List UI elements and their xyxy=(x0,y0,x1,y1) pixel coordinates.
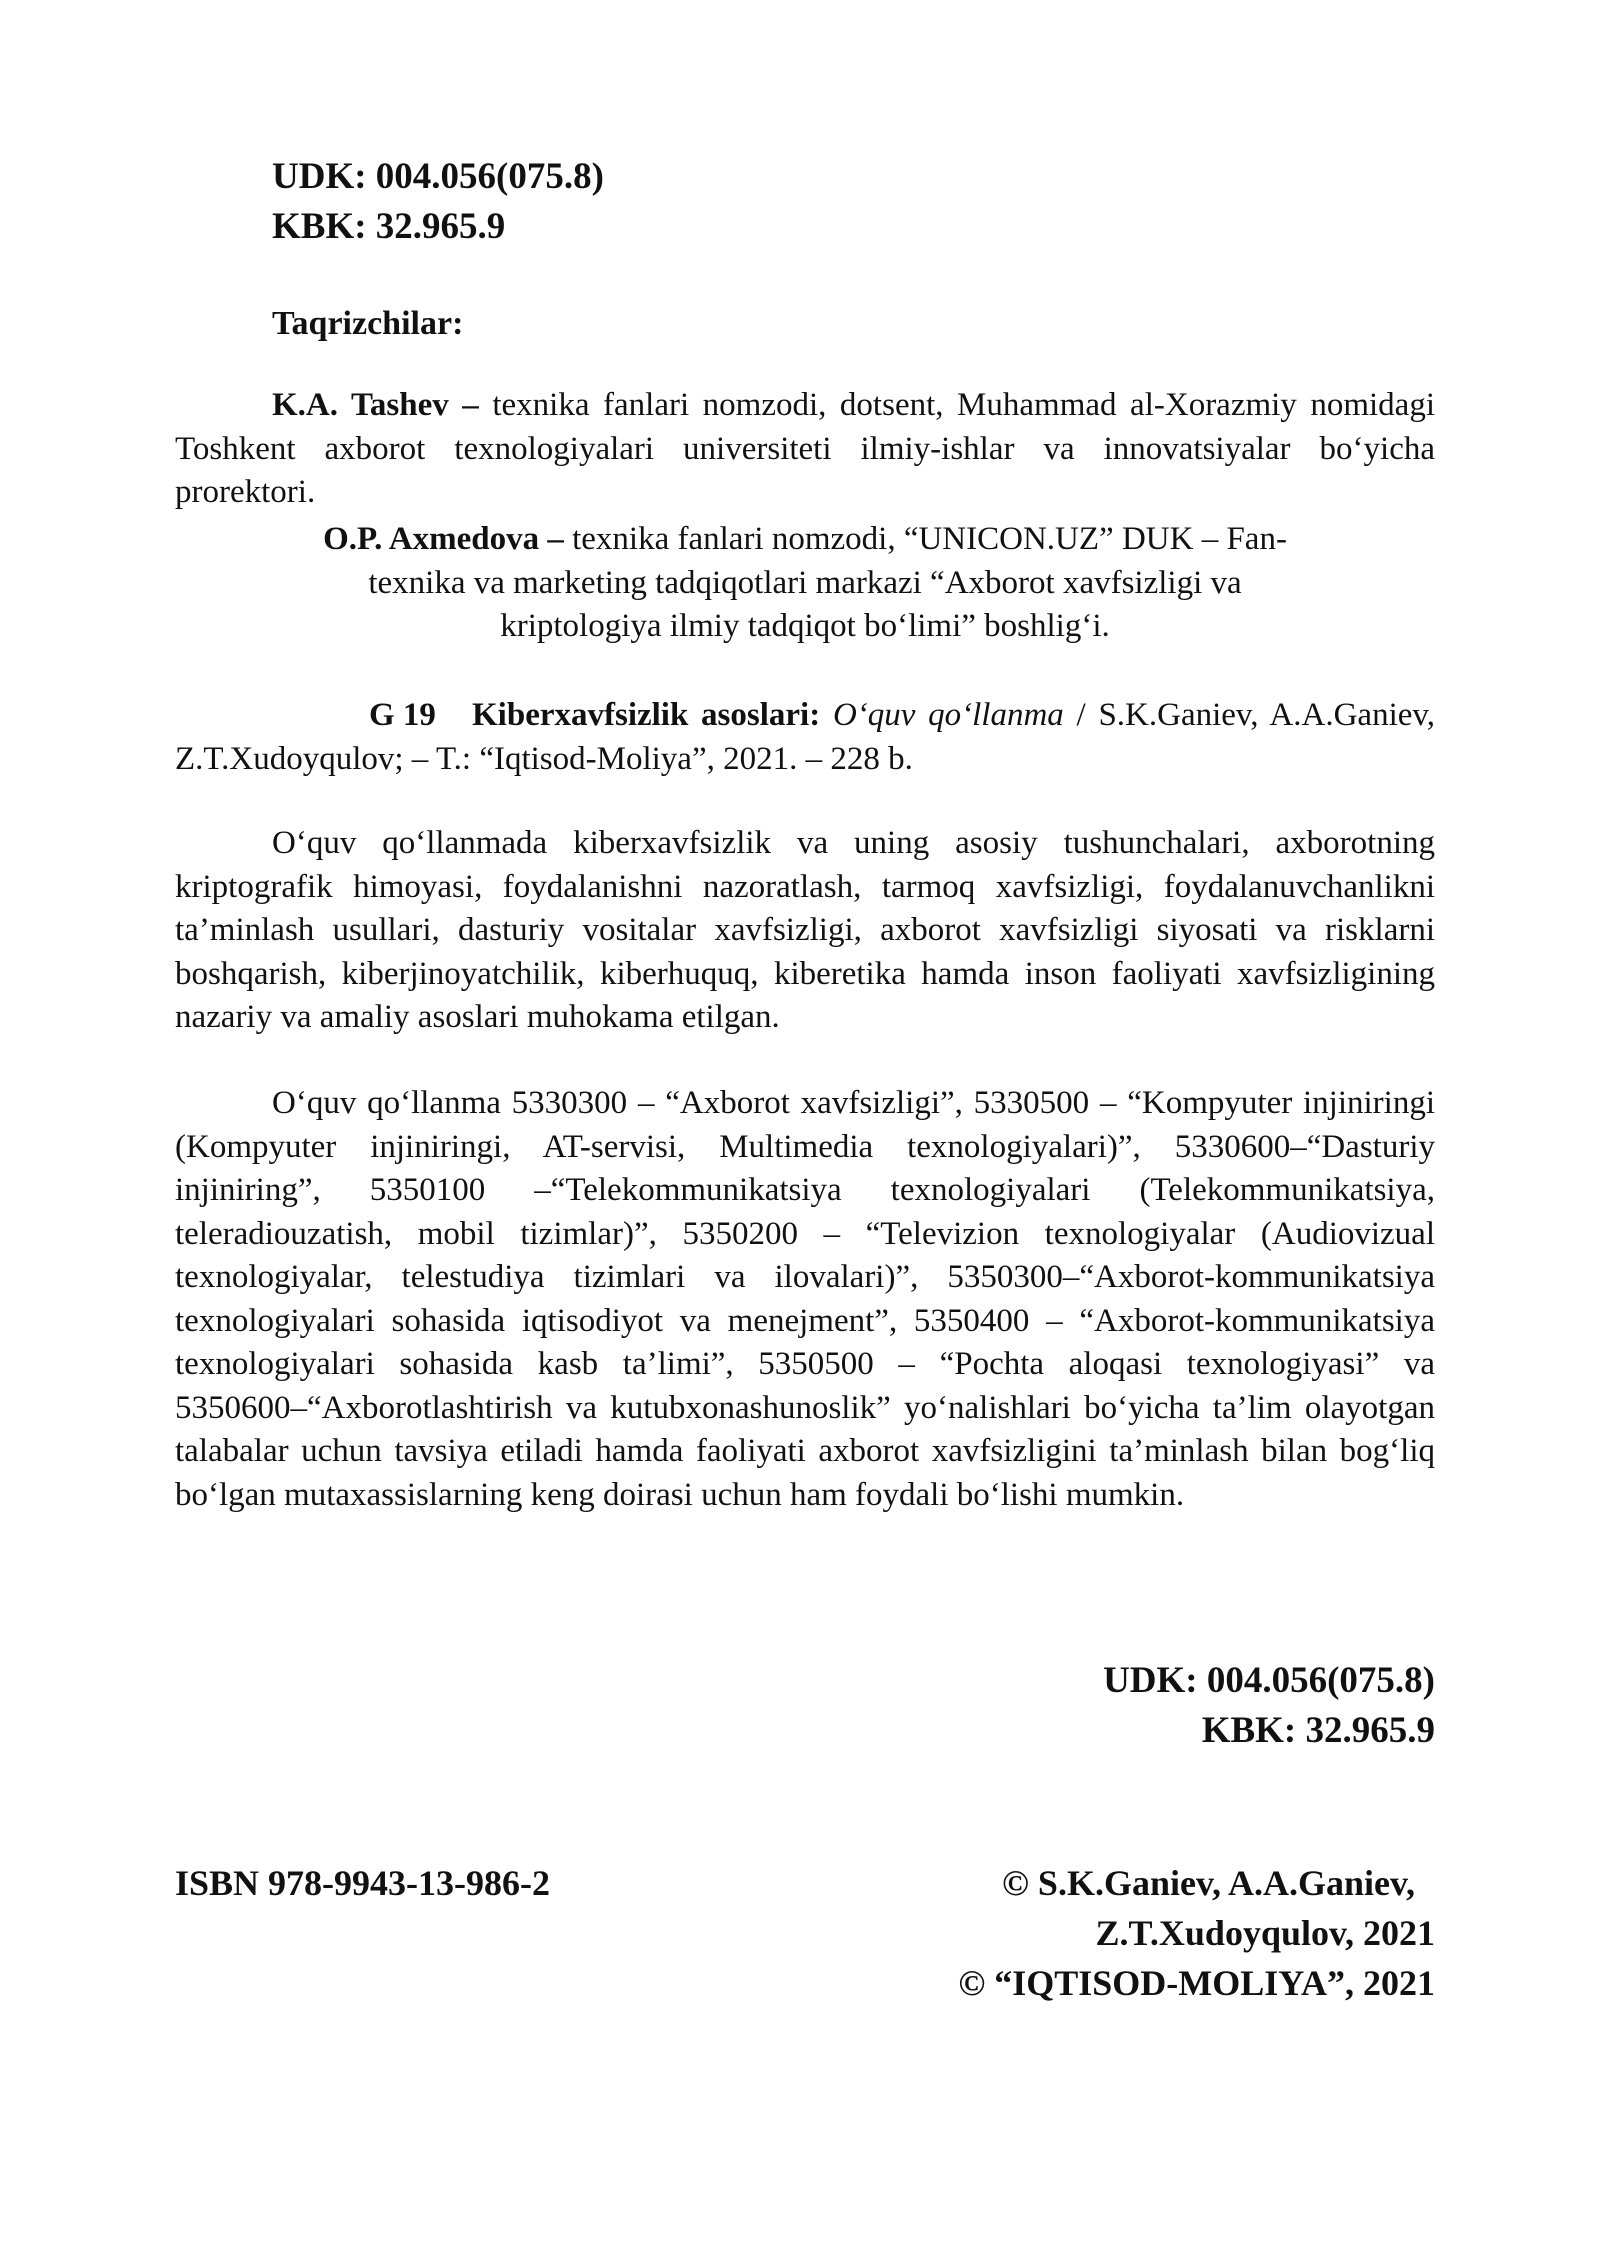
abstract-text: O‘quv qo‘llanmada kiberxavfsizlik va uning asosiy tushunchalari, axborotning kriptografik himoyasi, foydalanishni nazoratlash, tarmoq xavfsizligi, foydalanuvchanlikni ta’minlash usullari, dasturiy vositalar xavfsizligi, axborot xavfsizligi siyosati va risklarni boshqarish, kiberjinoyatchilik, kiberhuquq, kiberetika hamda inson faoliyati xavfsizligining nazariy va amaliy asoslari muhokama etilgan. xyxy=(175,825,1435,1035)
isbn-number: ISBN 978-9943-13-986-2 xyxy=(175,1863,550,1903)
usage-paragraph xyxy=(175,1082,1435,1517)
footer-udk-code: UDK: 004.056(075.8) xyxy=(1103,1660,1435,1701)
catalog-code: G 19 xyxy=(369,697,436,733)
copyright-authors: © S.K.Ganiev, A.A.Ganiev, xyxy=(1002,1863,1415,1903)
abstract-paragraph xyxy=(175,822,1435,1040)
header-kbk-code: KBK: 32.965.9 xyxy=(272,206,506,247)
copyright-authors-cont: Z.T.Xudoyqulov, 2021 xyxy=(1095,1913,1435,1953)
reviewer-entry-2 xyxy=(175,518,1435,649)
reviewers-title: Taqrizchilar: xyxy=(272,305,464,342)
reviewer-entry-1 xyxy=(175,384,1435,515)
catalog-details: / S.K.Ganiev, A.A.Ganiev, Z.T.Xudoyqulov; – T.: “Iqtisod-Moliya”, 2021. – 228 b. xyxy=(175,697,1435,777)
copyright-publisher: © “IQTISOD-MOLIYA”, 2021 xyxy=(958,1963,1435,2003)
reviewer-name-2: O.P. Axmedova – xyxy=(323,521,564,557)
footer-classification-codes xyxy=(1103,1656,1435,1756)
usage-text: O‘quv qo‘llanma 5330300 – “Axborot xavfsizligi”, 5330500 – “Kompyuter injiniringi (Kompyuter injiniringi, AT-servisi, Multimedia texnologiyalari)”, 5330600–“Dasturiy injiniring”, 5350100 –“Telekommunikatsiya texnologiyalari (Telekommunikatsiya, teleradiouzatish, mobil tizimlar)”, 5350200 – “Televizion texnologiyalar (Audiovizual texnologiyalar, telestudiya tizimlari va ilovalari)”, 5350300–“Axborot-kommunikatsiya texnologiyalari sohasida iqtisodiyot va menejment”, 5350400 – “Axborot-kommunikatsiya texnologiyalari sohasida kasb ta’limi”, 5350500 – “Pochta aloqasi texnologiyasi” va 5350600–“Axborotlashtirish va kutubxonashunoslik” yo‘nalishlari bo‘yicha ta’lim olayotgan talabalar uchun tavsiya etiladi hamda faoliyati axborot xavfsizligini ta’minlash bilan bog‘liq bo‘lgan mutaxassislarning keng doirasi uchun ham foydali bo‘lishi mumkin. xyxy=(175,1085,1435,1513)
reviewer-description-1: texnika fanlari nomzodi, dotsent, Muhammad al-Xorazmiy nomidagi Toshkent axborot texnologiyalari universiteti ilmiy-ishlar va innovatsiyalar bo‘yicha prorektori. xyxy=(175,387,1435,510)
catalog-title: Kiberxavfsizlik asoslari: xyxy=(472,697,821,733)
catalog-entry xyxy=(175,694,1435,781)
reviewer-description-2: texnika fanlari nomzodi, “UNICON.UZ” DUK – Fan-texnika va marketing tadqiqotlari markazi “Axborot xavfsizligi va kriptologiya ilmiy tadqiqot bo‘limi” boshlig‘i. xyxy=(368,521,1287,644)
footer-kbk-code: KBK: 32.965.9 xyxy=(1201,1710,1435,1751)
copyright-notice xyxy=(958,1858,1435,2008)
header-udk-code: UDK: 004.056(075.8) xyxy=(272,156,604,197)
catalog-type: O‘quv qo‘llanma xyxy=(820,697,1064,733)
header-classification-codes xyxy=(272,152,604,252)
reviewer-name-1: K.A. Tashev – xyxy=(272,387,479,423)
